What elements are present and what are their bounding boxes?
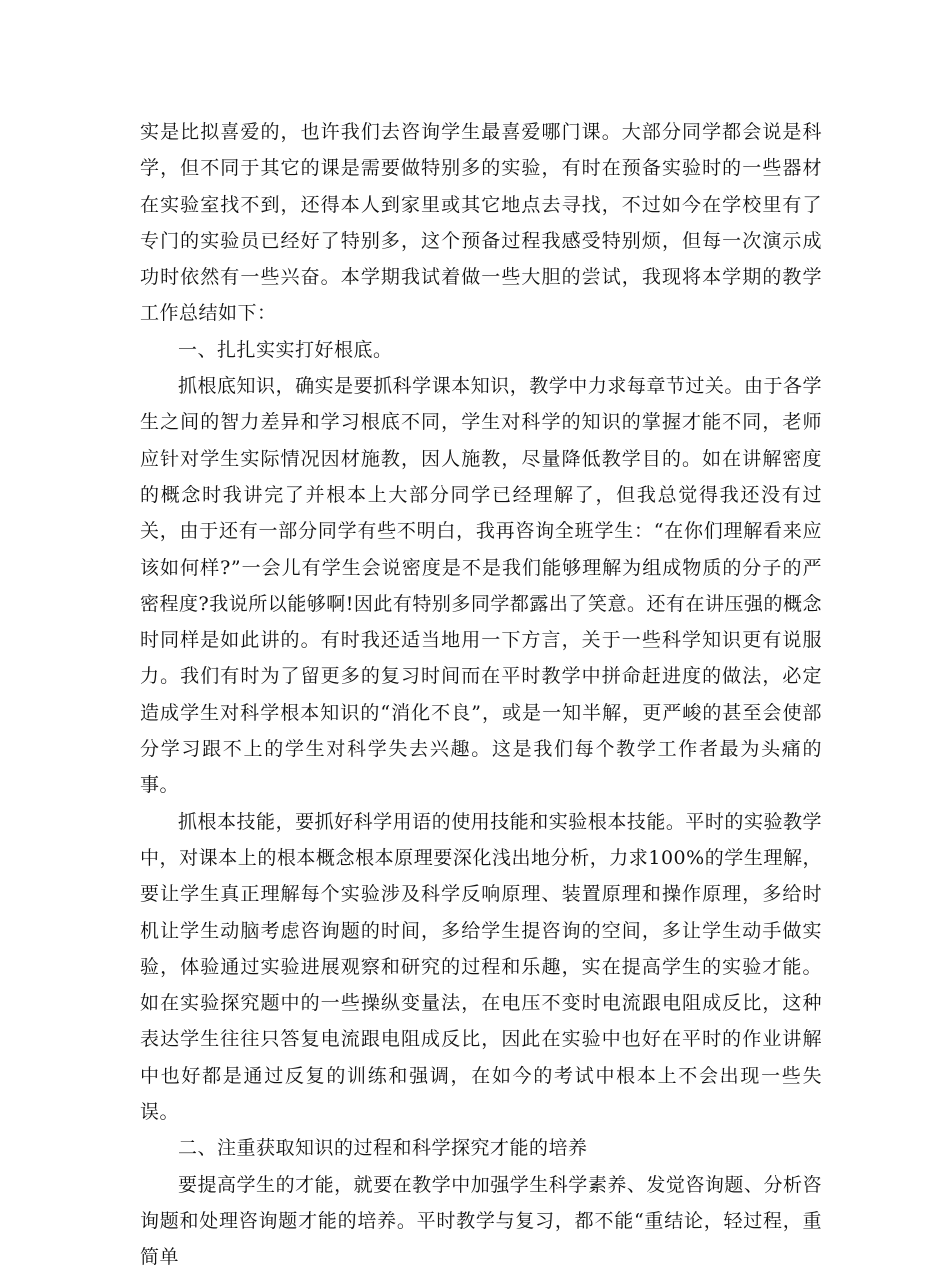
document-body	[140, 114, 822, 1276]
section-heading-2: 二、注重获取知识的过程和科学探究才能的培养	[178, 1137, 588, 1160]
paragraph-ability-training: 要提高学生的才能，就要在教学中加强学生科学素养、发觉咨询题、分析咨询题和处理咨询题才能的培养。平时教学与复习，都不能“重结论，轻过程，重简单	[140, 1173, 822, 1269]
section-heading-1: 一、扎扎实实打好根底。	[178, 338, 393, 361]
paragraph-basic-knowledge: 抓根底知识，确实是要抓科学课本知识，教学中力求每章节过关。由于各学生之间的智力差异和学习根底不同，学生对科学的知识的掌握才能不同，老师应针对学生实际情况因材施教，因人施教，尽量降低教学目的。如在讲解密度的概念时我讲完了并根本上大部分同学已经理解了，但我总觉得我还没有过关，由于还有一部分同学有些不明白，我再咨询全班学生：“在你们理解看来应该如何样?”一会儿有学生会说密度是不是我们能够理解为组成物质的分子的严密程度?我说所以能够啊!因此有特别多同学都露出了笑意。还有在讲压强的概念时同样是如此讲的。有时我还适当地用一下方言，关于一些科学知识更有说服力。我们有时为了留更多的复习时间而在平时教学中拼命赶进度的做法，必定造成学生对科学根本知识的“消化不良”，或是一知半解，更严峻的甚至会使部分学习跟不上的学生对科学失去兴趣。这是我们每个教学工作者最为头痛的事。	[140, 375, 822, 797]
paragraph-basic-skills: 抓根本技能，要抓好科学用语的使用技能和实验根本技能。平时的实验教学中，对课本上的根本概念根本原理要深化浅出地分析，力求100%的学生理解，要让学生真正理解每个实验涉及科学反响原理、装置原理和操作原理，多给时机让学生动脑考虑咨询题的时间，多给学生提咨询的空间，多让学生动手做实验，体验通过实验进展观察和研究的过程和乐趣，实在提高学生的实验才能。如在实验探究题中的一些操纵变量法，在电压不变时电流跟电阻成反比，这种表达学生往往只答复电流跟电阻成反比，因此在实验中也好在平时的作业讲解中也好都是通过反复的训练和强调，在如今的考试中根本上不会出现一些失误。	[140, 810, 822, 1124]
paragraph-intro-continuation: 实是比拟喜爱的，也许我们去咨询学生最喜爱哪门课。大部分同学都会说是科学，但不同于其它的课是需要做特别多的实验，有时在预备实验时的一些器材在实验室找不到，还得本人到家里或其它地点去寻找，不过如今在学校里有了专门的实验员已经好了特别多，这个预备过程我感受特别烦，但每一次演示成功时依然有一些兴奋。本学期我试着做一些大胆的尝试，我现将本学期的教学工作总结如下：	[140, 121, 822, 325]
